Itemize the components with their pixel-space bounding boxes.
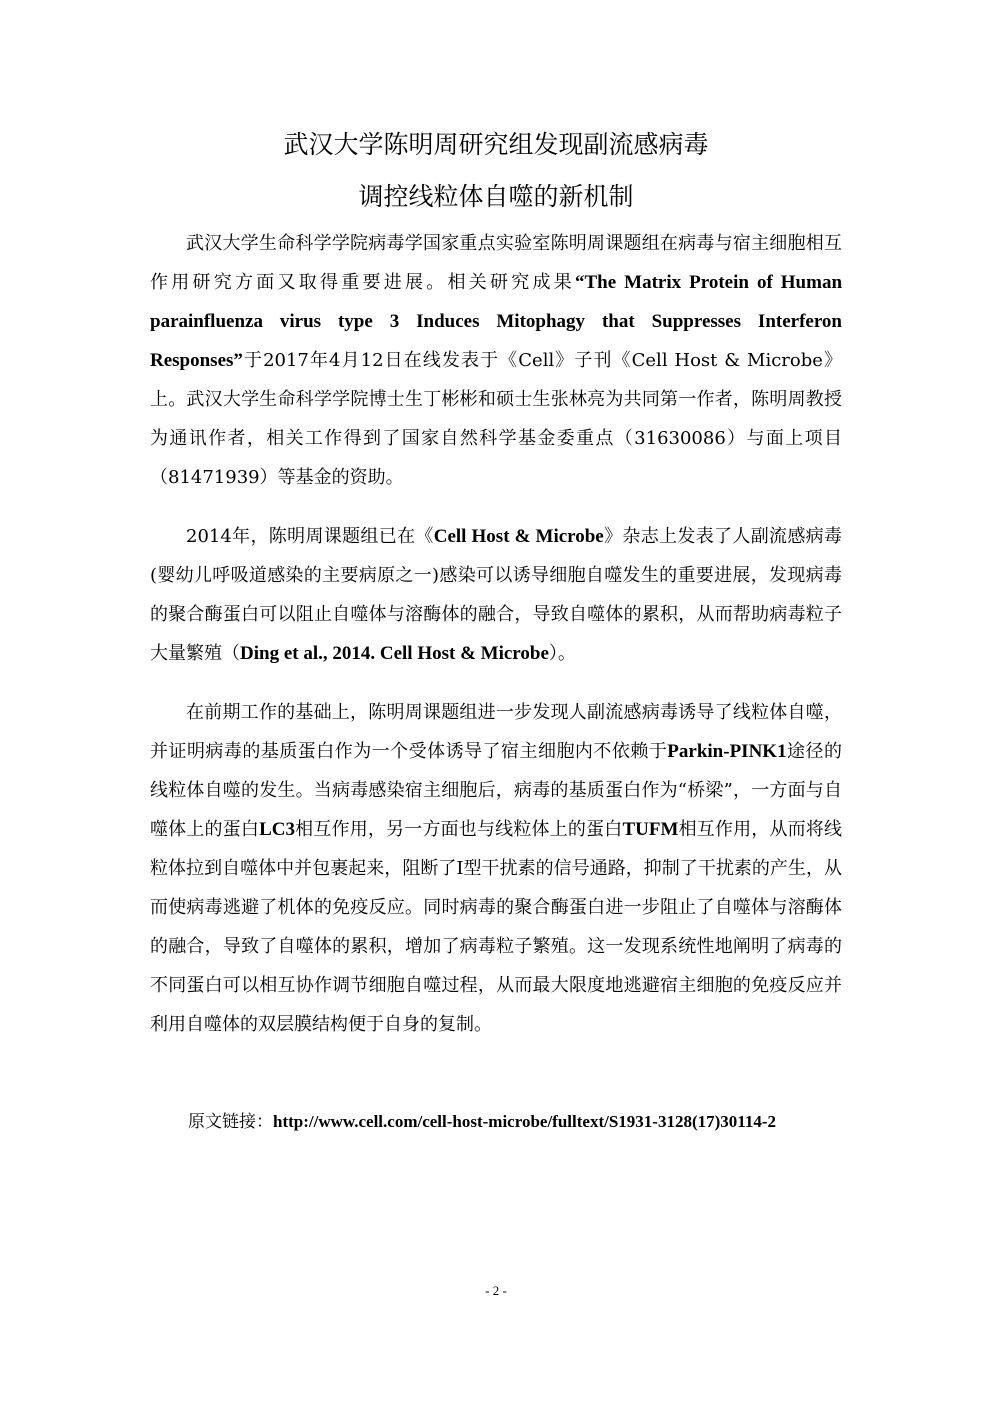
protein-lc3: LC3 — [259, 819, 295, 840]
paragraph-3-text-a: 在前期工作的基础上，陈明周课题组进一步发现人副流感病毒诱导了线粒体自噬，并证明病毒的基质蛋白作为一个受体诱导了宿主细胞内不依赖于 — [150, 702, 842, 762]
source-link-label: 原文链接： — [188, 1112, 273, 1132]
source-link-line — [188, 1108, 776, 1136]
pathway-name: Parkin-PINK1 — [667, 741, 787, 762]
paragraph-2-text-c: 》杂志上发表了人副流感病毒(婴幼儿呼吸道感染的主要病原之一)感染可以诱导细胞自噬发生的重要进展，发现病毒的聚合酶蛋白可以阻止自噬体与溶酶体的融合，导致自噬体的累积，从而帮助病毒粒子大量繁殖（ — [150, 526, 842, 664]
paragraph-1-text-c: 于2017年4月12日在线发表于《Cell》子刊《Cell Host & Microbe》上。武汉大学生命科学学院博士生丁彬彬和硕士生张林亮为共同第一作者，陈明周教授为通讯作者，相关工作得到了国家自然科学基金委重点（31630086）与面上项目（81471939）等基金的资助。 — [150, 350, 842, 488]
paragraph-3-text-e: 相互作用，另一方面也与线粒体上的蛋白 — [295, 819, 623, 840]
citation: Ding et al., 2014. Cell Host & Microbe — [240, 643, 549, 664]
paragraph-3 — [150, 693, 842, 1044]
paragraph-2-text-e: ）。 — [548, 643, 576, 664]
paragraph-1-text-a: 武汉大学生命科学学院病毒学国家重点实验室陈明周课题组在病毒与宿主细胞相互作用研究方面又取得重要进展。相关研究成果 — [150, 233, 842, 293]
page-number: - 2 - — [485, 1283, 507, 1298]
document-title-line-1: 武汉大学陈明周研究组发现副流感病毒 — [283, 130, 709, 159]
paragraph-3-text-c: 途径的线粒体自噬的发生。当病毒感染宿主细胞后，病毒的基质蛋白作为“桥梁”，一方面与自噬体上的蛋白 — [150, 741, 843, 840]
source-link-url[interactable]: http://www.cell.com/cell-host-microbe/fulltext/S1931-3128(17)30114-2 — [273, 1112, 776, 1131]
journal-name: Cell Host & Microbe — [433, 526, 604, 547]
paragraph-3-text-g: 相互作用，从而将线粒体拉到自噬体中并包裹起来，阻断了Ⅰ型干扰素的信号通路，抑制了干扰素的产生，从而使病毒逃避了机体的免疫反应。同时病毒的聚合酶蛋白进一步阻止了自噬体与溶酶体的融合，导致了自噬体的累积，增加了病毒粒子繁殖。这一发现系统性地阐明了病毒的不同蛋白可以相互协作调节细胞自噬过程，从而最大限度地逃避宿主细胞的免疫反应并利用自噬体的双层膜结构便于自身的复制。 — [150, 819, 843, 1035]
paragraph-2 — [150, 517, 842, 673]
paragraph-1 — [150, 224, 842, 497]
paper-title: “The Matrix Protein of Human parainfluenza virus type 3 Induces Mitophagy that Suppresses Interferon Responses” — [150, 272, 843, 371]
paragraph-2-text-a: 2014年，陈明周课题组已在《 — [186, 526, 434, 547]
document-title-line-2: 调控线粒体自噬的新机制 — [358, 182, 634, 211]
protein-tufm: TUFM — [622, 819, 679, 840]
